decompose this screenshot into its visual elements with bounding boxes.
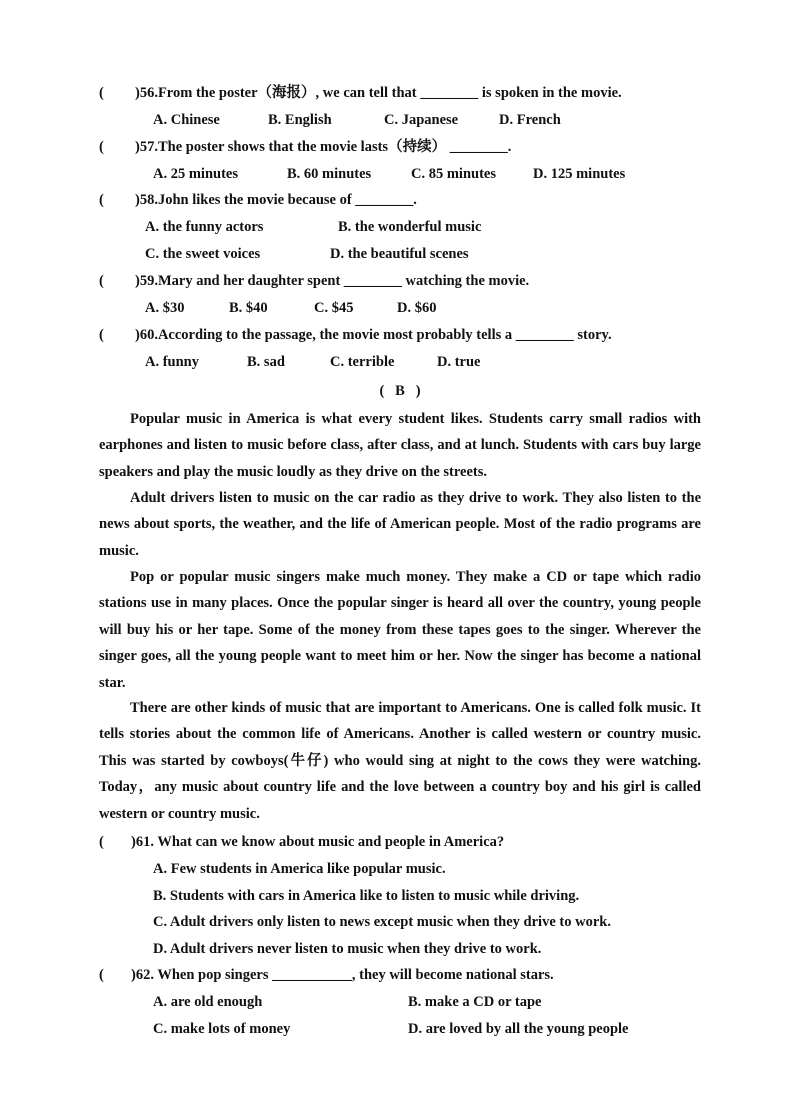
option-a: A. are old enough bbox=[153, 994, 263, 1010]
option-a: A. Few students in America like popular music. bbox=[153, 861, 446, 877]
option-b: B. English bbox=[268, 112, 332, 128]
answer-bracket: ( bbox=[99, 834, 104, 850]
option-b: B. the wonderful music bbox=[338, 219, 482, 235]
option-a: A. funny bbox=[145, 354, 199, 370]
answer-bracket: ( bbox=[99, 192, 104, 208]
option-c: C. terrible bbox=[330, 354, 395, 370]
option-c: C. Japanese bbox=[384, 112, 459, 128]
section-b-heading: ( B ) bbox=[379, 383, 421, 399]
passage-paragraph-2: Adult drivers listen to music on the car radio as they drive to work. They also listen to the news about sports, the weather, and the life of American people. Most of the radio programs are music. bbox=[99, 490, 701, 559]
option-d: D. 125 minutes bbox=[533, 166, 626, 182]
answer-bracket: ( bbox=[99, 139, 104, 155]
answer-bracket: ( bbox=[99, 967, 104, 983]
option-d: D. the beautiful scenes bbox=[330, 246, 469, 262]
option-c: C. $45 bbox=[314, 300, 354, 316]
question-text: )59.Mary and her daughter spent ________ watching the movie. bbox=[135, 273, 530, 289]
answer-bracket: ( bbox=[99, 85, 104, 101]
question-text: )57.The poster shows that the movie lasts（持续） ________. bbox=[135, 139, 512, 155]
option-a: A. Chinese bbox=[153, 112, 220, 128]
question-text: )56.From the poster（海报）, we can tell that ________ is spoken in the movie. bbox=[135, 85, 622, 101]
option-a: A. 25 minutes bbox=[153, 166, 238, 182]
option-b: B. $40 bbox=[229, 300, 268, 316]
option-d: D. true bbox=[437, 354, 481, 370]
answer-bracket: ( bbox=[99, 273, 104, 289]
option-c: C. 85 minutes bbox=[411, 166, 496, 182]
question-text: )62. When pop singers ___________, they will become national stars. bbox=[131, 967, 554, 983]
passage-paragraph-4: There are other kinds of music that are important to Americans. One is called folk music. It tells stories about the common life of Americans. Another is called western or country music. This was started by cowboys(牛仔) who would sing at night to the cows they were watching. Today，any music about country life and the love between a country boy and his girl is called western or country music. bbox=[99, 700, 701, 822]
passage-paragraph-3: Pop or popular music singers make much money. They make a CD or tape which radio stations use in many places. Once the popular singer is heard all over the country, young people will buy his or her tape. Some of the money from these tapes goes to the singer. Wherever the singer goes, all the young people want to meet him or her. Now the singer has become a national star. bbox=[99, 569, 701, 691]
answer-bracket: ( bbox=[99, 327, 104, 343]
option-b: B. make a CD or tape bbox=[408, 994, 542, 1010]
option-b: B. 60 minutes bbox=[287, 166, 372, 182]
option-d: D. are loved by all the young people bbox=[408, 1021, 629, 1037]
option-b: B. Students with cars in America like to listen to music while driving. bbox=[153, 888, 580, 904]
option-c: C. make lots of money bbox=[153, 1021, 291, 1037]
option-a: A. the funny actors bbox=[145, 219, 264, 235]
option-b: B. sad bbox=[247, 354, 285, 370]
option-c: C. Adult drivers only listen to news except music when they drive to work. bbox=[153, 914, 611, 930]
question-text: )61. What can we know about music and people in America? bbox=[131, 834, 505, 850]
passage-paragraph-1: Popular music in America is what every student likes. Students carry small radios with earphones and listen to music before class, after class, and at lunch. Students with cars buy large speakers and play the music loudly as they drive on the streets. bbox=[99, 411, 701, 480]
question-text: )60.According to the passage, the movie most probably tells a ________ story. bbox=[135, 327, 612, 343]
option-c: C. the sweet voices bbox=[145, 246, 261, 262]
option-d: D. Adult drivers never listen to music when they drive to work. bbox=[153, 941, 542, 957]
option-d: D. French bbox=[499, 112, 561, 128]
option-a: A. $30 bbox=[145, 300, 185, 316]
question-text: )58.John likes the movie because of ________. bbox=[135, 192, 417, 208]
option-d: D. $60 bbox=[397, 300, 437, 316]
